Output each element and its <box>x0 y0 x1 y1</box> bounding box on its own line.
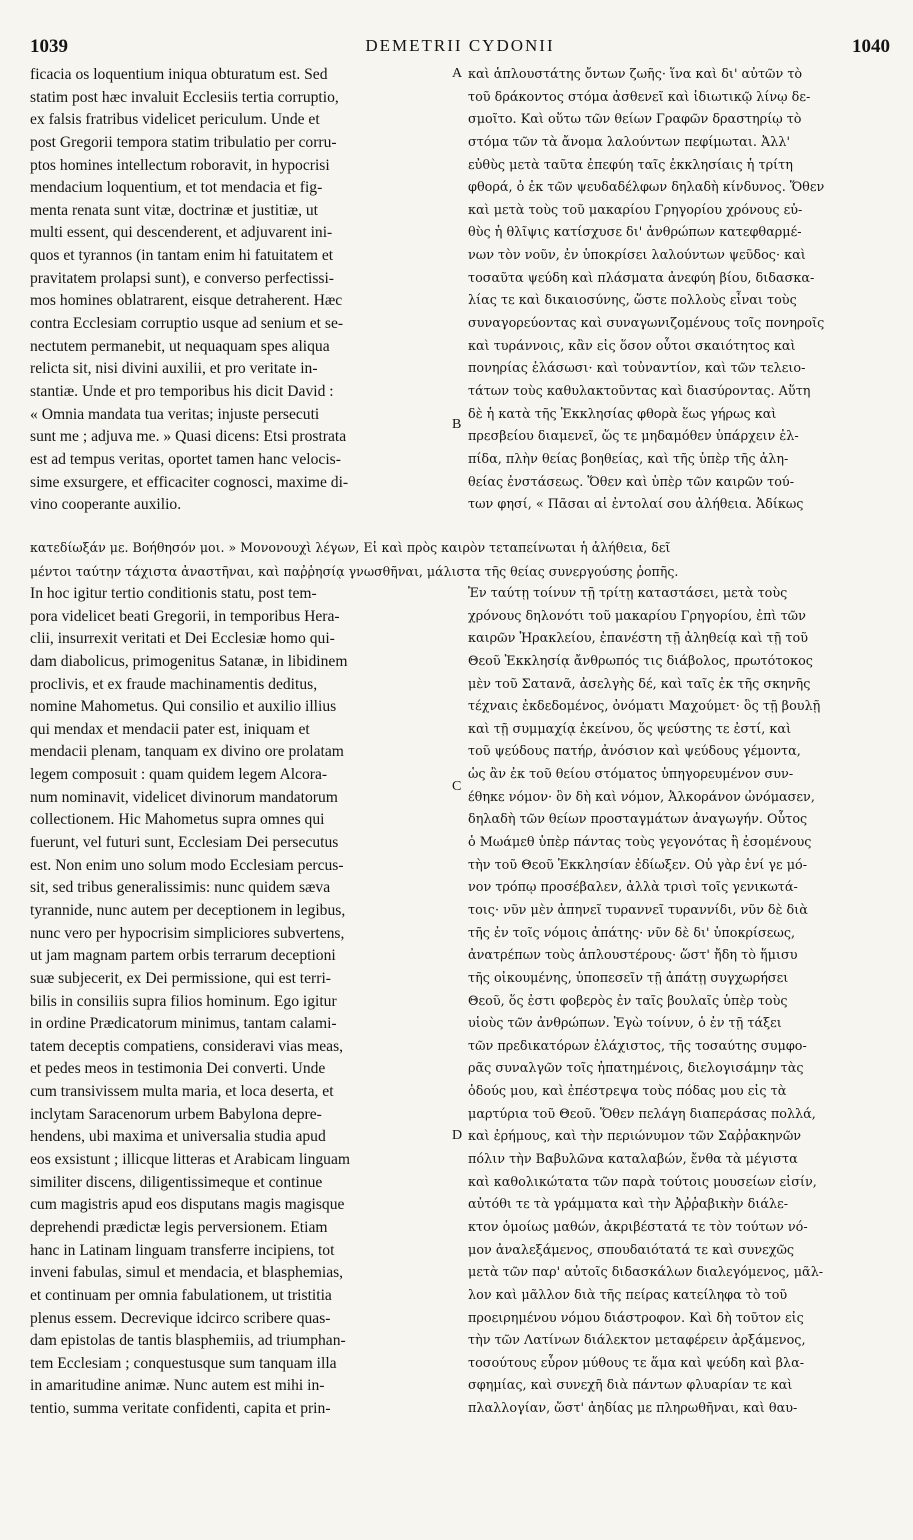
latin-text-line: pora videlicet beati Gregorii, in temporibus Hera- <box>30 607 340 625</box>
greek-text-line: θὺς ἡ θλῖψις κατίσχυσε δι' ἀνθρώπων κατεφθαρμέ- <box>468 225 802 241</box>
greek-text-line: πονηρίας ἐλάσωσι· καὶ τοὐναντίον, καὶ τῶν τελειο- <box>468 361 806 377</box>
greek-text-line: λίας τε καὶ δικαιοσύνης, ὥστε πολλοὺς εἶναι τοὺς <box>468 293 797 309</box>
margin-marker-c: C <box>452 779 462 794</box>
latin-text-line: hendens, ubi maxima et universalia studia apud <box>30 1128 326 1146</box>
latin-text-line: bilis in consiliis supra filios hominum. Ego igitur <box>30 992 337 1010</box>
latin-text-line: tentio, summa veritate confidenti, capita et prin- <box>30 1400 331 1418</box>
greek-text-line: καὶ μετὰ τοὺς τοῦ μακαρίου Γρηγορίου χρόνους εὐ- <box>468 202 803 218</box>
latin-text-line: inveni fabulas, simul et mendacia, et blasphemias, <box>30 1264 344 1282</box>
margin-marker-d: D <box>452 1128 463 1143</box>
greek-text-line: Ἐν ταύτῃ τοίνυν τῇ τρίτῃ καταστάσει, μετὰ τοὺς <box>468 586 788 601</box>
greek-text-line: τῶν πρεδικατόρων ἐλάχιστος, τῆς τοσαύτης συμφο- <box>468 1038 807 1054</box>
greek-text-line: καὶ ἐρήμους, καὶ τὴν περιώνυμον τῶν Σαῤῥακηνῶν <box>468 1129 802 1145</box>
greek-text-line: υἱοὺς τῶν ἀνθρώπων. Ἐγὼ τοίνυν, ὁ ἐν τῇ τάξει <box>468 1016 782 1032</box>
greek-text-line: ὡς ἂν ἐκ τοῦ θείου στόματος ὑπηγορευμένον συν- <box>468 767 794 783</box>
greek-text-line: δὲ ἡ κατὰ τῆς Ἐκκλησίας φθορὰ ἕως γήρως καὶ <box>468 406 777 422</box>
latin-text-line: dam epistolas de tantis blasphemiis, ad triumphan- <box>30 1332 346 1350</box>
latin-text-line: est. Non enim uno solum modo Ecclesiam percus- <box>30 856 344 874</box>
latin-text-line: hanc in Latinam linguam transferre incipiens, tot <box>30 1241 335 1259</box>
greek-text-line: φθορά, ὁ ἐκ τῶν ψευδαδέλφων δηλαδὴ κίνδυνος. Ὅθεν <box>468 180 825 196</box>
greek-text-line: μὲν τοῦ Σατανᾶ, ἀσελγὴς δέ, καὶ ταῖς ἐκ τῆς σκηνῆς <box>468 676 811 692</box>
greek-text-line: σφημίας, καὶ συνεχῆ διὰ πάντων φλυαρίαν τε καὶ <box>468 1378 793 1394</box>
greek-text-line: τοῦ ψεύδους πατήρ, ἀνόσιον καὶ ψεύδους γέμοντα, <box>468 744 801 760</box>
latin-text-line: tatem deceptis compatiens, consideravi vias meas, <box>30 1037 344 1055</box>
greek-text-line: καὶ τῇ συμμαχίᾳ ἐκείνου, ὅς ψεύστης τε ἐστί, καὶ <box>468 721 792 737</box>
full-width-line-1: κατεδίωξάν με. Βοήθησόν μοι. » Μονονουχὶ λέγων, Εἰ καὶ πρὸς καιρὸν τεταπείνωται ἡ ἀλήθεια, δεῖ <box>30 540 671 555</box>
latin-text-line: clii, insurrexit veritati et Dei Ecclesiæ homo qui- <box>30 630 335 648</box>
latin-text-line: cum transivissem multa maria, et loca deserta, et <box>30 1083 334 1101</box>
latin-text-line: collectionem. Hic Mahometus supra omnes qui <box>30 811 325 829</box>
greek-text-line: στόμα τῶν τὰ ἄνομα λαλούντων πεφίμωται. Ἀλλ' <box>468 134 790 150</box>
latin-text-line: num nominavit, videlicet divinorum mandatorum <box>30 788 338 806</box>
greek-text-line: τοις· νῦν μὲν ἀπηνεῖ τυραννεῖ τυραννίδι, νῦν δὲ διὰ <box>468 902 808 918</box>
latin-text-line: « Omnia mandata tua veritas; injuste persecuti <box>30 405 320 423</box>
latin-text-line: et pedes meos in testimonia Dei converti. Unde <box>30 1060 326 1078</box>
greek-text-line: μετὰ τῶν παρ' αὐτοῖς διδασκάλων διαλεγόμενος, μᾶλ- <box>468 1265 824 1281</box>
margin-marker-a: A <box>452 66 463 81</box>
greek-text-line: ἀνατρέπων τοὺς ἁπλουστέρους· ὥστ' ἤδη τὸ ἥμισυ <box>468 948 798 964</box>
greek-text-line: μον ἀναλεξάμενος, σπουδαιότατά τε καὶ συνεχῶς <box>468 1242 795 1258</box>
page-header <box>30 36 890 66</box>
greek-text-line: των φησί, « Πᾶσαι αἱ ἐντολαί σου ἀλήθεια. Ἀδίκως <box>468 497 804 513</box>
latin-text-line: ptos homines intellectum roboravit, in hypocrisi <box>30 156 330 174</box>
latin-text-line: nomine Mahometus. Qui consilio et auxilio illius <box>30 698 337 716</box>
latin-text-line: mos homines oblatrarent, eisque detraherent. Hæc <box>30 292 343 310</box>
latin-text-line: relicta sit, nisi divini auxilii, et pro veritate in- <box>30 360 318 378</box>
full-width-line-2: μέντοι ταύτην τάχιστα ἀναστῆναι, καὶ παῤῥησίᾳ γνωσθῆναι, μάλιστα τῆς θείας συνεργούσης ῥοπῆς. <box>30 564 679 579</box>
greek-text-line: τοσαῦτα ψεύδη καὶ πλάσματα ἀνεφύη βίου, διδασκα- <box>468 270 815 286</box>
latin-text-line: in ordine Prædicatorum minimus, tantam calami- <box>30 1015 337 1033</box>
latin-text-line: et continuam per omnia fabulationem, ut tristitia <box>30 1286 332 1304</box>
latin-text-line: vino cooperante auxilio. <box>30 496 182 514</box>
latin-column-bottom <box>30 583 450 1421</box>
greek-text-line: τὴν τοῦ Θεοῦ Ἐκκλησίαν ἐδίωξεν. Οὐ γὰρ ἑνί γε μό- <box>468 857 808 873</box>
greek-column-bottom <box>468 583 888 1421</box>
latin-text-line: tyrannide, nunc autem per deceptionem in legibus, <box>30 901 346 919</box>
greek-text-line: τοσούτους εὗρον μύθους τε ἅμα καὶ ψεύδη καὶ βλα- <box>468 1355 805 1371</box>
latin-text-line: nunc vero per hypocrisim simpliciores subvertens, <box>30 924 345 942</box>
page-number-left: 1039 <box>30 36 68 57</box>
latin-text-line: qui mendax et mendacii pater est, iniquam et <box>30 720 310 738</box>
greek-text-line: λον καὶ μᾶλλον διὰ τῆς πείρας κατείληφα τὸ τοῦ <box>468 1287 788 1303</box>
greek-text-line: αὐτόθι τε τὰ γράμματα καὶ τὴν Ἀῤῥαβικὴν διάλε- <box>468 1197 789 1213</box>
greek-text-line: πίδα, πλὴν θείας βοηθείας, καὶ τῆς ὑπὲρ τῆς ἀλη- <box>468 451 789 467</box>
latin-text-line: quos et tyrannos (in tantam enim hi fatuitatem et <box>30 247 334 265</box>
greek-text-line: πόλιν τὴν Βαβυλῶνα καταλαβών, ἔνθα τὰ μέγιστα <box>468 1152 798 1168</box>
greek-text-line: συναγορεύοντας καὶ συναγωνιζομένους τοῖς πονηροῖς <box>468 316 825 332</box>
latin-text-line: sit, sed tribus generalissimis: nunc quidem sæva <box>30 879 331 897</box>
greek-column-top <box>468 64 888 517</box>
latin-text-line: multi essent, qui descenderent, et adjuvarent ini- <box>30 224 333 242</box>
greek-text-line: σμοῖτο. Καὶ οὕτω τῶν θείων Γραφῶν δραστηρίῳ τὸ <box>468 112 802 128</box>
greek-text-line: ὁ Μωάμεθ ὑπὲρ πάντας τοὺς γεγονότας ἢ ἐσομένους <box>468 835 812 851</box>
greek-text-line: τῆς οἰκουμένης, ὑποπεσεῖν τῇ ἀπάτῃ συγχωρήσει <box>468 970 789 986</box>
greek-text-line: εὐθὺς μετὰ ταῦτα ἐπεφύη ταῖς ἐκκλησίαις ἡ τρίτη <box>468 157 793 173</box>
greek-text-line: δηλαδὴ τῶν θείων προσταγμάτων ἀναγωγήν. Οὗτος <box>468 812 808 828</box>
latin-text-line: dam diabolicus, primogenitus Satanæ, in libidinem <box>30 652 348 670</box>
latin-text-line: eos exsistunt ; illicque litteras et Arabicam linguam <box>30 1151 351 1169</box>
greek-text-line: καὶ τυράννοις, κἂν εἰς ὅσον οὗτοι σκαιότητος καὶ <box>468 338 796 354</box>
latin-text-line: mendacium loquentium, et tot mendacia et fig- <box>30 179 323 197</box>
greek-text-line: Θεοῦ, ὅς ἐστι φοβερὸς ἐν ταῖς βουλαῖς ὑπὲρ τοὺς <box>468 993 788 1009</box>
running-title: DEMETRII CYDONII <box>365 36 555 55</box>
greek-text-line: καὶ ἁπλουστάτης ὄντων ζωῆς· ἵνα καὶ δι' αὐτῶν τὸ <box>468 67 803 82</box>
latin-text-line: deprehendi prædictæ legis perversionem. Etiam <box>30 1218 328 1236</box>
greek-text-line: πρεσβείου διαμενεῖ, ὥς τε μηδαμόθεν ὑπάρχειν ἐλ- <box>468 429 799 445</box>
greek-text-line: καὶ καθολικώτατα τῶν παρὰ τούτοις μουσείων εἰσίν, <box>468 1174 817 1190</box>
latin-text-line: post Gregorii tempora statim tribulatio per corru- <box>30 133 337 151</box>
greek-text-line: πλαλλογίαν, ὥστ' ἀηδίας με πληρωθῆναι, καὶ θαυ- <box>468 1401 798 1417</box>
greek-text-line: τὴν τῶν Λατίνων διάλεκτον μεταφέρειν ἀρξάμενος, <box>468 1333 806 1349</box>
greek-text-line: τάτων τοὺς καθυλακτοῦντας καὶ διασύροντας. Αὕτη <box>468 383 811 399</box>
latin-text-line: similiter discens, diligentissimeque et continue <box>30 1173 323 1191</box>
latin-text-line: fuerunt, vel futuri sunt, Ecclesiam Dei persecutus <box>30 834 339 852</box>
greek-text-line: μαρτύρια τοῦ Θεοῦ. Ὅθεν πελάγη διαπεράσας πολλά, <box>468 1106 816 1122</box>
latin-text-line: statim post hæc invaluit Ecclesiis tertia corruptio, <box>30 88 339 106</box>
latin-text-line: contra Ecclesiam corruptio usque ad senium et se- <box>30 315 344 333</box>
latin-text-line: In hoc igitur tertio conditionis statu, post tem- <box>30 585 317 602</box>
page-number-right: 1040 <box>852 36 890 57</box>
greek-text-line: κτον ὁμοίως μαθών, ἀκριβέστατά τε τὸν τούτων νό- <box>468 1219 808 1235</box>
greek-text-line: τοῦ δράκοντος στόμα ἀσθενεῖ καὶ ἰδιωτικῷ λίνῳ δε- <box>468 89 811 105</box>
latin-text-line: sime exsurgere, et efficaciter cognosci, maxime di- <box>30 473 349 491</box>
latin-text-line: cum magistris apud eos disputans magis magisque <box>30 1196 345 1214</box>
greek-text-line: θείας ἐνστάσεως. Ὅθεν καὶ ὑπὲρ τῶν καιρῶν τού- <box>468 474 795 490</box>
latin-text-line: suæ subjecerit, ex Dei permissione, qui est terri- <box>30 969 331 987</box>
latin-text-line: inclytam Saracenorum urbem Babylona depre- <box>30 1105 322 1123</box>
greek-text-line: νον τρόπῳ προσέβαλεν, ἀλλὰ τρισὶ τοῖς γενικωτά- <box>468 880 798 896</box>
latin-text-line: ut jam magnam partem orbis terrarum deceptioni <box>30 947 336 965</box>
latin-text-line: plenus essem. Decrevique idcirco scribere quas- <box>30 1309 331 1327</box>
greek-text-line: προειρημένου νόμου διάστροφον. Καὶ δὴ τοῦτον εἰς <box>468 1310 804 1326</box>
margin-marker-b: B <box>452 417 462 432</box>
latin-column-top <box>30 64 450 517</box>
greek-text-line: ρᾶς συναλγῶν τοῖς ἠπατημένοις, διελογισάμην τὰς <box>468 1061 804 1077</box>
latin-text-line: stantiæ. Unde et pro temporibus his dicit David : <box>30 382 334 400</box>
latin-text-line: sunt me ; adjuva me. » Quasi dicens: Etsi prostrata <box>30 428 347 446</box>
greek-text-line: έθηκε νόμον· ὃν δὴ καὶ νόμον, Ἀλκοράνον ὠνόμασεν, <box>468 789 815 805</box>
latin-text-line: nectutem permanebit, ut nequaquam spes aliqua <box>30 337 330 355</box>
greek-text-line: τέχναις ἐκδεδομένος, ὀνόματι Μαχούμετ· ὃς τῇ βουλῇ <box>468 699 821 715</box>
latin-text-line: proclivis, et ex fraude machinamentis deditus, <box>30 675 318 693</box>
latin-text-line: legem composuit : quam quidem legem Alcora- <box>30 766 328 784</box>
latin-text-line: ex falsis fratribus videlicet periculum. Unde et <box>30 111 320 129</box>
greek-text-line: νων τὸν νοῦν, ἐν ὑποκρίσει λαλούντων ψεῦδος· καὶ <box>468 248 806 264</box>
latin-text-line: est ad tempus veritas, oportet tamen hanc velocis- <box>30 450 341 468</box>
latin-text-line: menta renata sunt vitæ, doctrinæ et justitiæ, ut <box>30 201 319 219</box>
latin-text-line: ficacia os loquentium iniqua obturatum est. Sed <box>30 66 328 83</box>
latin-text-line: tem Ecclesiam ; conquestusque sum tanquam illa <box>30 1354 337 1372</box>
greek-text-line: τῆς ἐν τοῖς νόμοις ἀπάτης· νῦν δὲ δι' ὑποκρίσεως, <box>468 925 796 941</box>
latin-text-line: pravitatem prolapsi sunt), e converso perfectissi- <box>30 269 334 287</box>
greek-text-line: ὁδούς μου, καὶ ἐπέστρεψα τοὺς πόδας μου εἰς τὰ <box>468 1084 787 1100</box>
greek-text-line: καιρῶν Ἡρακλείου, ἐπανέστη τῇ ἀληθείᾳ καὶ τῇ τοῦ <box>468 631 808 647</box>
latin-text-line: mendacii plenam, tanquam ex divino ore prolatam <box>30 743 344 761</box>
greek-text-line: Θεοῦ Ἐκκλησίᾳ ἄνθρωπός τις διάβολος, πρωτότοκος <box>468 653 813 669</box>
greek-text-line: χρόνους δηλονότι τοῦ μακαρίου Γρηγορίου, ἐπὶ τῶν <box>468 608 806 624</box>
latin-text-line: in amaritudine animæ. Nunc autem est mihi in- <box>30 1377 325 1395</box>
